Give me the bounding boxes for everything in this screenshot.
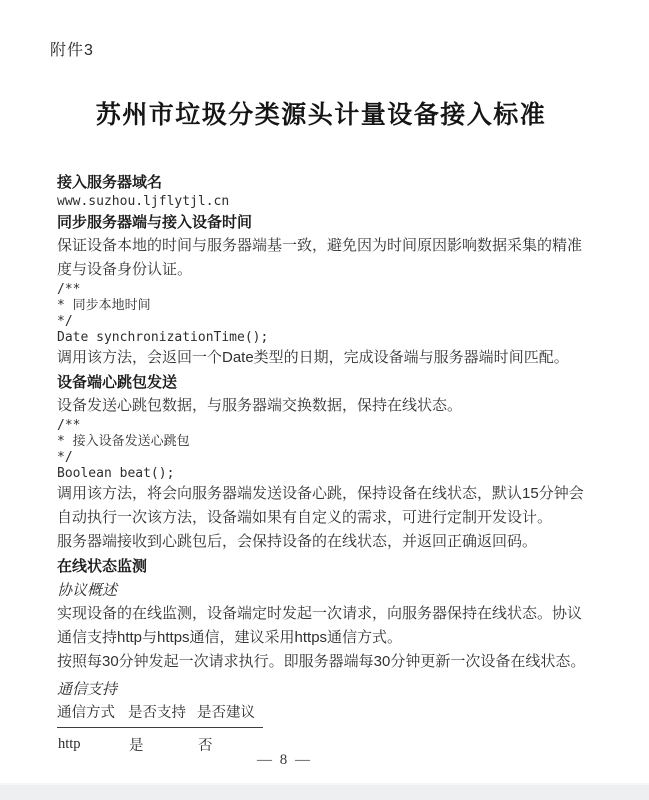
code-line: Boolean beat(); — [57, 466, 175, 481]
online-status-description: 实现设备的在线监测，设备端定时发起一次请求，向服务器保持在线状态。协议通信支持http与https通信，建议采用https通信方式。 — [57, 605, 583, 646]
section-heading-time-sync: 同步服务器端与接入设备时间 — [57, 214, 253, 231]
code-line: * 同步本地时间 — [57, 298, 151, 313]
page-title: 苏州市垃圾分类源头计量设备接入标准 — [95, 101, 547, 129]
time-sync-code-block — [57, 282, 592, 346]
section-heading-online-status: 在线状态监测 — [57, 558, 148, 575]
document-body — [57, 174, 592, 756]
code-line: */ — [57, 314, 73, 329]
code-line: Date synchronizationTime(); — [57, 330, 269, 345]
attachment-label: 附件3 — [50, 42, 94, 59]
heartbeat-code-block — [57, 418, 592, 482]
scan-edge — [0, 783, 649, 800]
cell-recommended: 否 — [198, 738, 213, 754]
table-header-row — [57, 701, 263, 728]
code-line: * 接入设备发送心跳包 — [57, 434, 190, 449]
column-header-recommended: 是否建议 — [197, 705, 255, 721]
column-header-comm-method: 通信方式 — [57, 705, 115, 721]
online-status-interval-note: 按照每30分钟发起一次请求执行。即服务器端每30分钟更新一次设备在线状态。 — [57, 653, 586, 670]
heartbeat-description: 设备发送心跳包数据，与服务器端交换数据，保持在线状态。 — [57, 397, 463, 414]
time-sync-method-note: 调用该方法，会返回一个Date类型的日期，完成设备端与服务器端时间匹配。 — [57, 349, 569, 366]
heartbeat-server-note: 服务器端接收到心跳包后，会保持设备的在线状态，并返回正确返回码。 — [57, 533, 538, 550]
heartbeat-method-note: 调用该方法，将会向服务器端发送设备心跳，保持设备在线状态，默认15分钟会自动执行一次该方法，设备端如果有自定义的需求，可进行定制开发设计。 — [57, 485, 584, 526]
cell-supported: 是 — [129, 738, 144, 754]
server-domain-url: www.suzhou.ljflytjl.cn — [57, 194, 230, 209]
subheading-comm-support: 通信支持 — [57, 681, 118, 698]
section-heading-server-domain: 接入服务器域名 — [57, 174, 163, 191]
subheading-protocol-overview: 协议概述 — [57, 582, 118, 599]
code-line: /** — [57, 418, 81, 433]
column-header-supported: 是否支持 — [128, 705, 186, 721]
time-sync-description: 保证设备本地的时间与服务器端基一致，避免因为时间原因影响数据采集的精准度与设备身份认证。 — [57, 237, 583, 278]
page-number: — 8 — — [257, 752, 312, 768]
cell-comm-method: http — [58, 736, 81, 752]
comm-support-table — [57, 701, 263, 756]
code-line: /** — [57, 282, 81, 297]
code-line: */ — [57, 450, 73, 465]
section-heading-heartbeat: 设备端心跳包发送 — [57, 374, 178, 391]
